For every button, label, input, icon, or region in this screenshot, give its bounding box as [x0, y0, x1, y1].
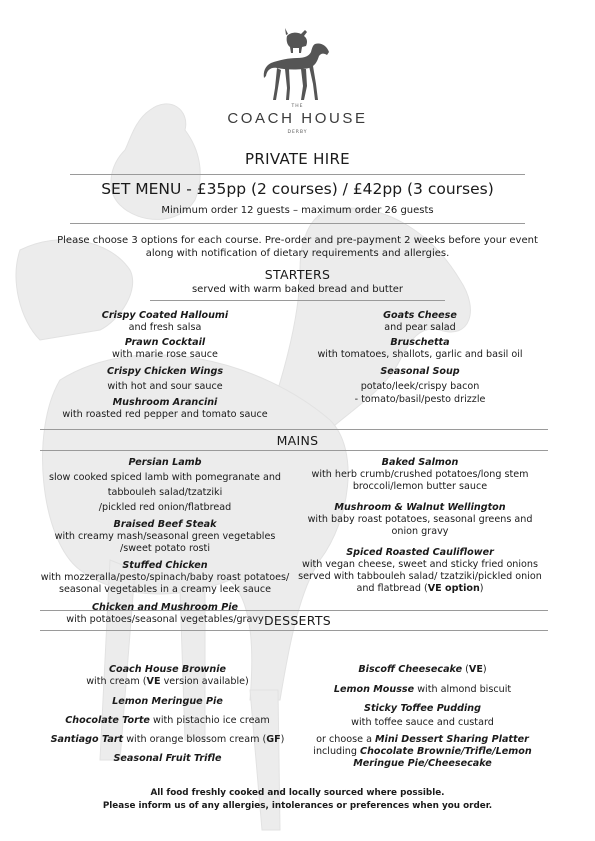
dietary-tag: VE	[146, 676, 161, 687]
menu-item	[295, 547, 545, 595]
starters-left-column	[40, 310, 290, 430]
instructions	[0, 234, 595, 260]
menu-item	[300, 684, 545, 696]
item-name: Bruschetta	[390, 337, 450, 348]
minimum-order: Minimum order 12 guests – maximum order 26 guests	[161, 205, 434, 216]
item-name: Chocolate Torte	[65, 715, 150, 726]
divider	[40, 450, 548, 451]
item-name: Coach House Brownie	[108, 664, 227, 675]
item-description: /sweet potato rosti	[119, 543, 210, 554]
item-name: Chicken and Mushroom Pie	[91, 602, 239, 613]
logo-the: THE	[291, 104, 304, 109]
item-name: Spiced Roasted Cauliflower	[346, 547, 494, 558]
item-description: and fresh salsa	[128, 322, 202, 333]
item-name: Mini Dessert Sharing Platter	[375, 734, 529, 745]
item-name: Persian Lamb	[128, 457, 202, 468]
horse-and-goat-logo-icon	[257, 22, 339, 106]
menu-item	[40, 397, 290, 421]
menu-item	[35, 457, 295, 514]
item-desc-text: )	[479, 583, 484, 594]
item-desc-text: )	[482, 664, 487, 675]
divider	[40, 610, 548, 611]
menu-item	[40, 310, 290, 334]
menu-item	[300, 310, 540, 334]
menu-item	[300, 337, 540, 361]
desserts-left-column	[40, 664, 295, 774]
item-name: Sticky Toffee Pudding	[364, 703, 481, 714]
divider	[40, 630, 548, 631]
menu-item	[40, 337, 290, 361]
item-name: Crispy Chicken Wings	[106, 366, 224, 377]
dietary-tag: VE	[468, 664, 483, 675]
item-description	[295, 583, 545, 595]
menu-item	[40, 715, 295, 727]
item-description: tabbouleh salad/tzatziki	[107, 487, 223, 498]
item-description: seasonal vegetables in a creamy leek sauce	[58, 584, 272, 595]
item-description: with tomatoes, shallots, garlic and basil oil	[317, 349, 523, 360]
item-description: with potatoes/seasonal vegetables/gravy	[66, 614, 264, 625]
menu-item	[40, 696, 295, 708]
item-description: broccoli/lemon butter sauce	[352, 481, 488, 492]
item-desc-text: with cream (	[86, 676, 147, 687]
item-name: Crispy Coated Halloumi	[101, 310, 229, 321]
desserts-heading: DESSERTS	[263, 613, 332, 628]
item-description: with herb crumb/crushed potatoes/long stem	[311, 469, 529, 480]
dietary-tag: VE option	[427, 583, 480, 594]
divider	[70, 223, 525, 224]
menu-item	[300, 734, 545, 770]
item-desc-text: or choose a	[316, 734, 375, 745]
item-description: and pear salad	[384, 322, 456, 333]
menu-item	[300, 703, 545, 729]
item-description: with toffee sauce and custard	[351, 717, 494, 728]
item-description: slow cooked spiced lamb with pomegranate and	[48, 472, 282, 483]
menu-item	[40, 734, 295, 746]
menu-item	[40, 664, 295, 688]
instructions-line2: along with notification of dietary requirements and allergies.	[145, 248, 450, 259]
page-title: PRIVATE HIRE	[245, 150, 350, 168]
item-description: with pistachio ice cream	[149, 715, 270, 726]
item-description: with baby roast potatoes, seasonal greens and	[307, 514, 533, 525]
item-desc-text: including	[313, 746, 361, 757]
item-name: Meringue Pie/Cheesecake	[353, 758, 492, 769]
menu-item	[295, 457, 545, 493]
item-desc-text: (	[462, 664, 469, 675]
item-name: Santiago Tart	[50, 734, 124, 745]
divider	[40, 429, 548, 430]
item-description: with almond biscuit	[414, 684, 512, 695]
footer-line2: Please inform us of any allergies, intolerances or preferences when you order.	[102, 800, 493, 811]
item-description: with mozzeralla/pesto/spinach/baby roast potatoes/	[40, 572, 290, 583]
item-name: Lemon Mousse	[333, 684, 415, 695]
divider	[70, 174, 525, 175]
item-name: Prawn Cocktail	[124, 337, 206, 348]
menu-item	[35, 519, 295, 555]
menu-item	[40, 753, 295, 765]
mains-heading: MAINS	[276, 433, 319, 448]
set-menu-price: SET MENU - £35pp (2 courses) / £42pp (3 courses)	[101, 180, 494, 198]
item-name: Stuffed Chicken	[122, 560, 208, 571]
instructions-line1: Please choose 3 options for each course. Pre-order and pre-payment 2 weeks before your event	[57, 235, 538, 246]
starters-heading: STARTERS	[264, 267, 331, 282]
menu-item	[300, 366, 540, 406]
item-name: Mushroom & Walnut Wellington	[334, 502, 506, 513]
item-name: Seasonal Fruit Trifle	[113, 753, 222, 764]
item-desc-text: and flatbread (	[356, 583, 428, 594]
item-description: potato/leek/crispy bacon	[360, 381, 480, 392]
starters-right-column	[300, 310, 540, 410]
item-name: Lemon Meringue Pie	[112, 696, 223, 707]
logo-location: DERBY	[287, 130, 308, 135]
footer	[0, 787, 595, 812]
item-name: Chocolate Brownie/Trifle/Lemon	[360, 746, 532, 757]
item-description: /pickled red onion/flatbread	[98, 502, 232, 513]
item-name: Biscoff Cheesecake	[358, 664, 463, 675]
item-description: with marie rose sauce	[112, 349, 218, 360]
item-name: Goats Cheese	[383, 310, 457, 321]
item-description: onion gravy	[391, 526, 449, 537]
item-description: with vegan cheese, sweet and sticky fried onions	[301, 559, 539, 570]
item-description: with roasted red pepper and tomato sauce	[62, 409, 268, 420]
footer-line1: All food freshly cooked and locally sourced where possible.	[150, 788, 445, 798]
item-name: Seasonal Soup	[380, 366, 460, 377]
item-name: Baked Salmon	[381, 457, 459, 468]
desserts-right-column	[300, 664, 545, 774]
item-description: served with tabbouleh salad/ tzatziki/pickled onion	[298, 571, 542, 582]
logo-name: COACH HOUSE	[227, 110, 368, 127]
item-description: with creamy mash/seasonal green vegetables	[54, 531, 276, 542]
item-description	[40, 676, 295, 688]
item-name: Braised Beef Steak	[113, 519, 217, 530]
menu-item	[35, 560, 295, 596]
menu-item	[300, 664, 545, 676]
divider	[150, 300, 445, 301]
item-description: with hot and sour sauce	[107, 381, 223, 392]
item-desc-text: version available)	[160, 676, 249, 687]
item-desc-text: with orange blossom cream (	[123, 734, 267, 745]
item-name: Mushroom Arancini	[112, 397, 218, 408]
starters-subtitle: served with warm baked bread and butter	[191, 284, 404, 295]
item-description: - tomato/basil/pesto drizzle	[354, 394, 486, 405]
mains-right-column	[295, 457, 545, 607]
dietary-tag: GF	[266, 734, 281, 745]
menu-item	[295, 502, 545, 538]
item-desc-text: )	[280, 734, 285, 745]
menu-item	[40, 366, 290, 393]
